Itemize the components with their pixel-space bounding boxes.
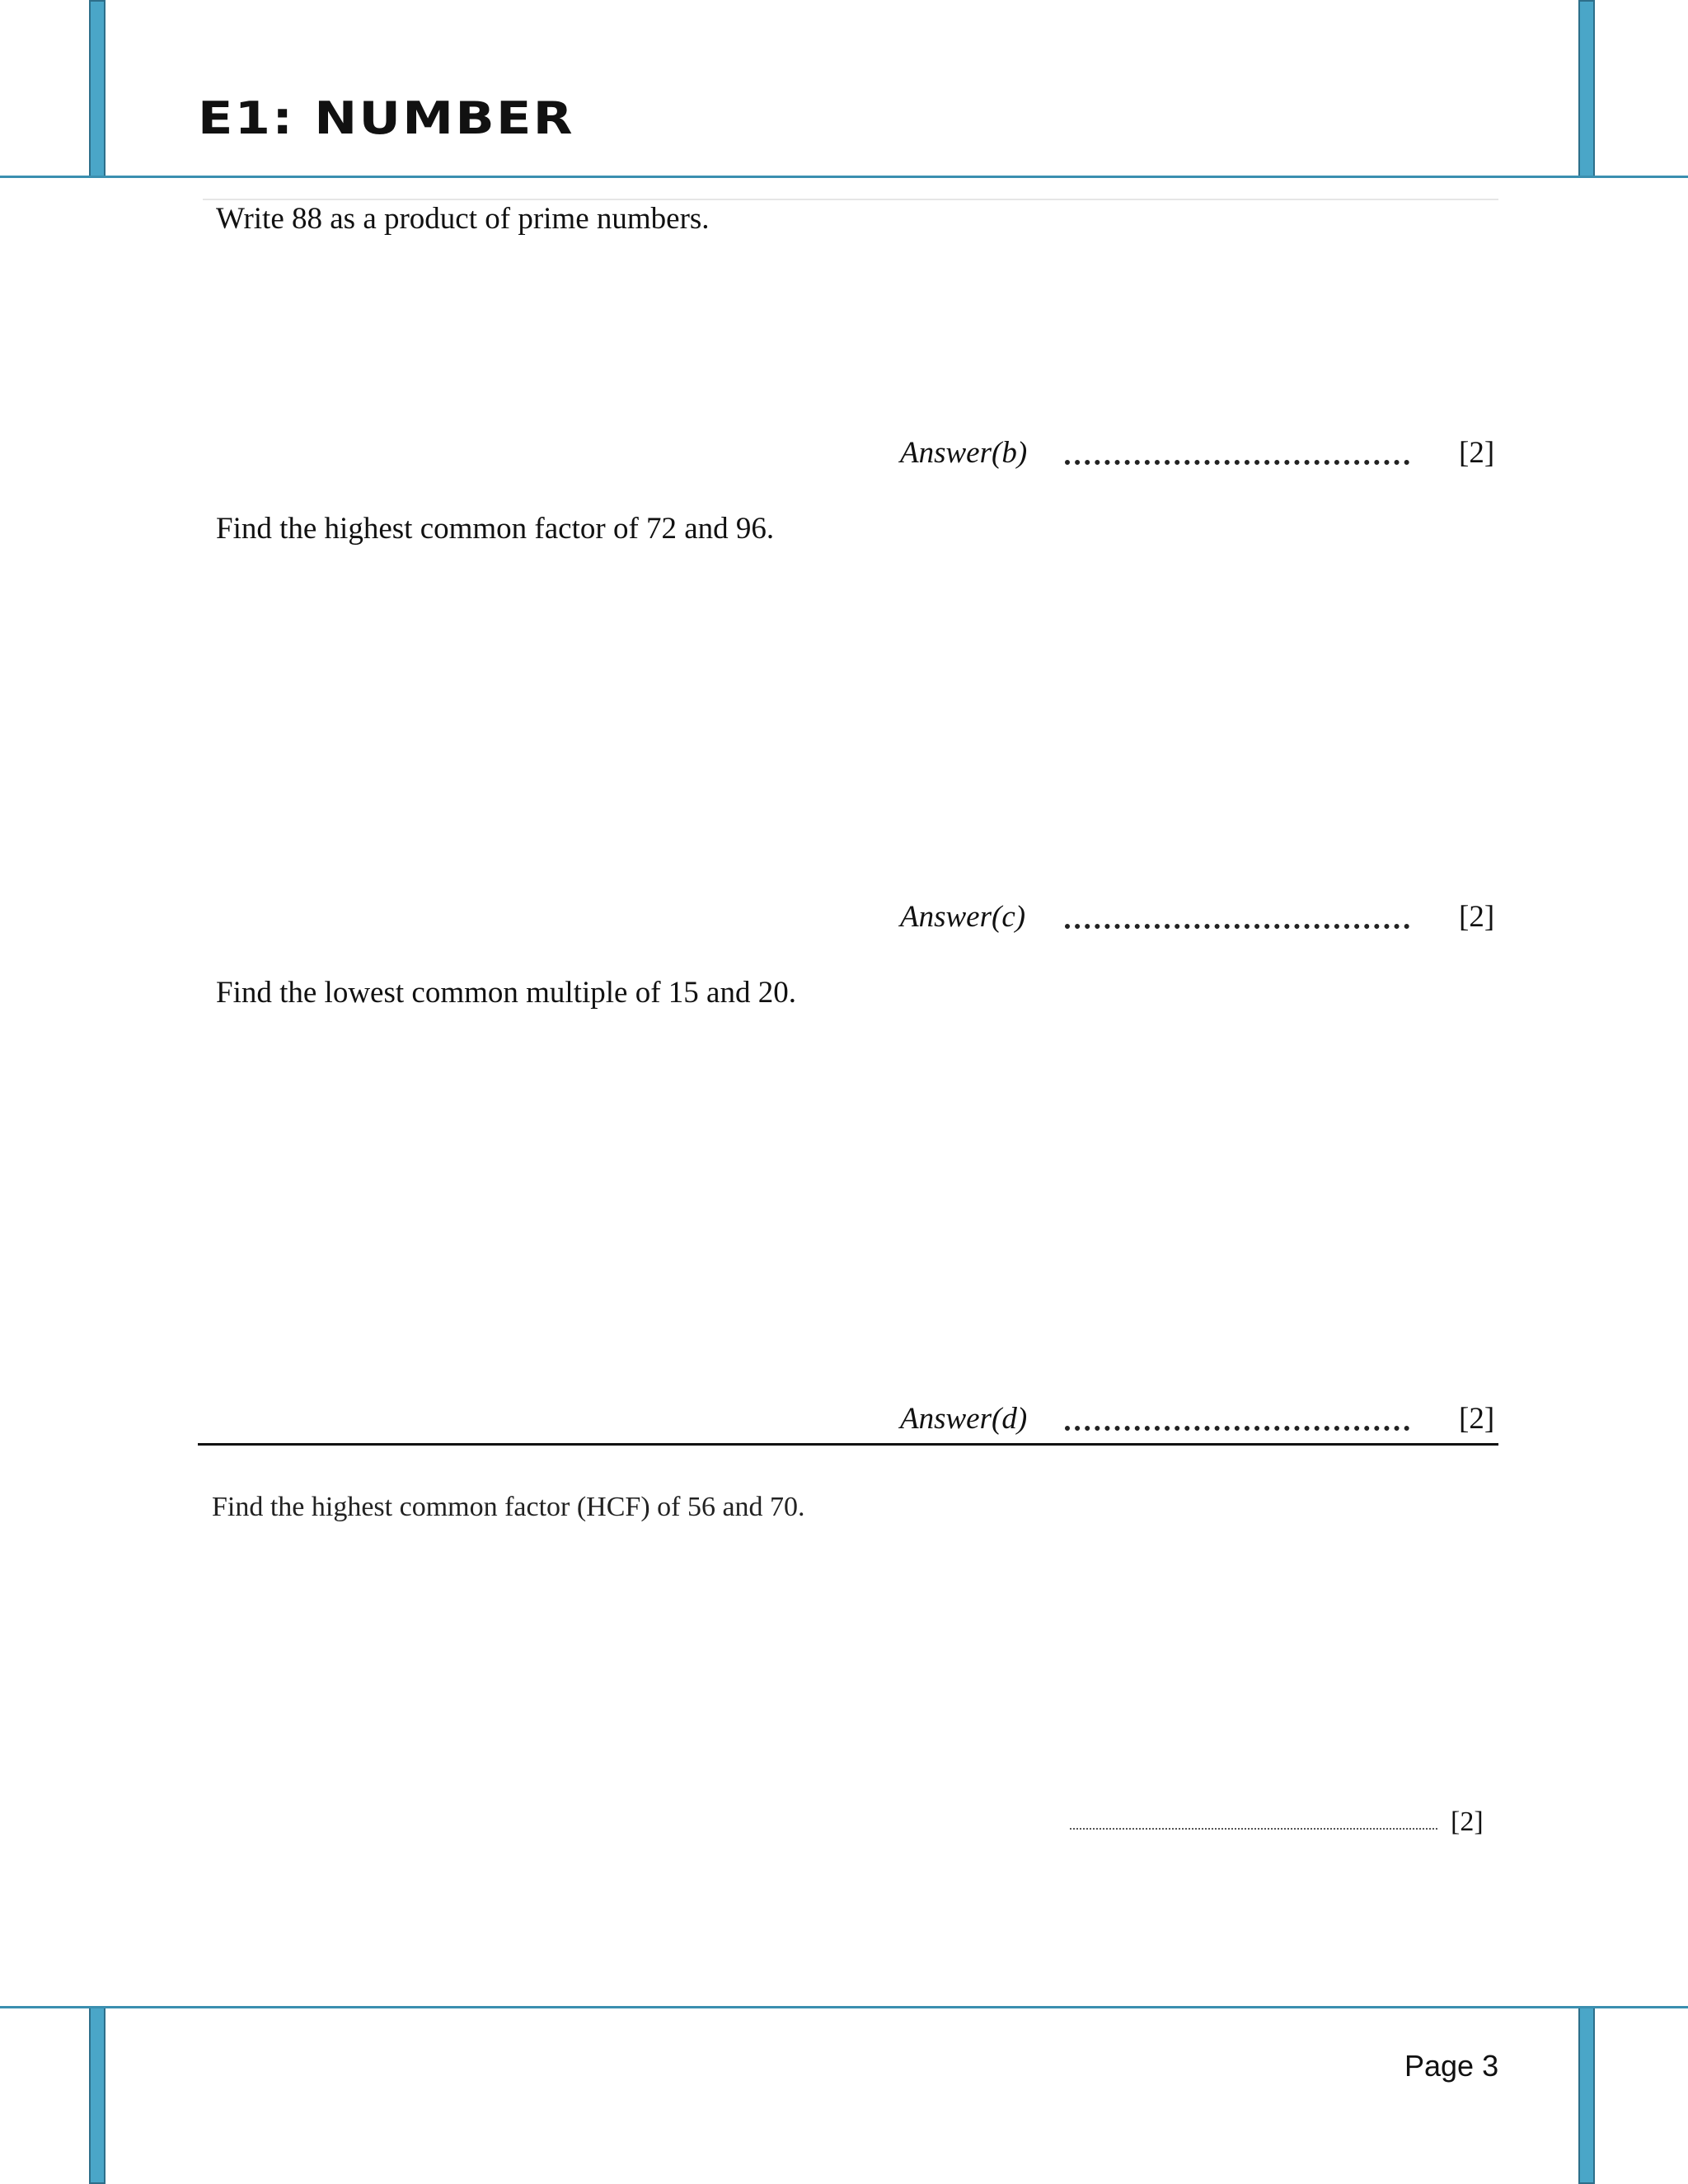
footer-rule (0, 2006, 1688, 2008)
top-left-bar (89, 0, 106, 178)
marks-label: [2] (1451, 1807, 1484, 1837)
question-prompt: Find the highest common factor (HCF) of 56 and 70. (212, 1492, 805, 1522)
answer-line[interactable] (1065, 458, 1409, 465)
answer-label: Answer(b) (900, 436, 1028, 470)
answer-line[interactable] (1070, 1823, 1437, 1830)
answer-label: Answer(c) (900, 900, 1026, 934)
page-title: E1: NUMBER (198, 92, 574, 144)
answer-line[interactable] (1065, 1424, 1409, 1431)
section-top-rule (203, 199, 1498, 200)
page-number: Page 3 (1404, 2049, 1499, 2083)
question-prompt: Find the highest common factor of 72 and 96. (216, 512, 775, 546)
answer-line[interactable] (1065, 922, 1409, 929)
marks-label: [2] (1459, 900, 1495, 934)
question-prompt: Find the lowest common multiple of 15 and 20. (216, 976, 796, 1010)
bottom-left-bar (89, 2006, 106, 2184)
bottom-right-bar (1578, 2006, 1595, 2184)
header-rule (0, 176, 1688, 178)
question-prompt: Write 88 as a product of prime numbers. (216, 202, 710, 236)
top-right-bar (1578, 0, 1595, 178)
answer-label: Answer(d) (900, 1402, 1028, 1436)
marks-label: [2] (1459, 436, 1495, 470)
section-divider (198, 1443, 1498, 1446)
marks-label: [2] (1459, 1402, 1495, 1436)
